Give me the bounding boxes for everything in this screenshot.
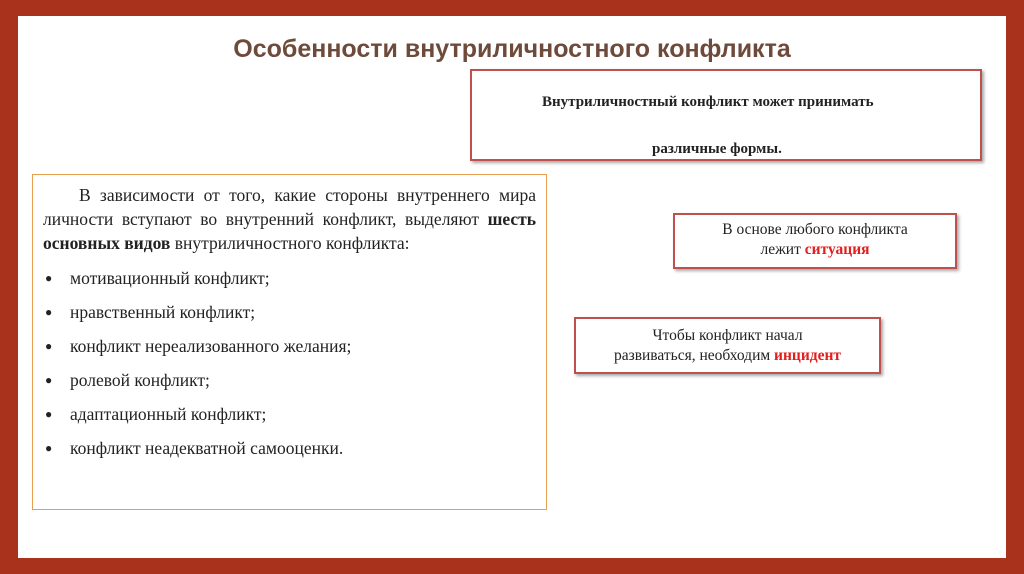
bullet-icon: ●: [45, 305, 53, 319]
incident-line-1: Чтобы конфликт начал: [652, 327, 803, 344]
forms-line-1: Внутриличностный конфликт может принимать: [542, 94, 874, 110]
situation-box: [673, 213, 957, 269]
types-count-bold: шесть основных видов: [43, 209, 536, 253]
list-item: ● нравственный конфликт;: [43, 295, 536, 329]
incident-highlight: инцидент: [774, 347, 842, 364]
list-item: ● конфликт неадекватной самооценки.: [43, 431, 536, 465]
incident-line-2: развиваться, необходим инцидент: [613, 347, 842, 364]
slide: [18, 16, 1006, 558]
situation-line-2: лежит ситуация: [760, 241, 870, 258]
list-item: ● конфликт нереализованного желания;: [43, 329, 536, 363]
list-item: ● мотивационный конфликт;: [43, 261, 536, 295]
situation-line-1: В основе любого конфликта: [722, 221, 908, 238]
bullet-icon: ●: [45, 339, 53, 353]
list-item: ● ролевой конфликт;: [43, 363, 536, 397]
types-intro: В зависимости от того, какие стороны внутреннего мира личности вступают во внутренний конфликт, выделяют шесть основных видов внутриличностного конфликта:: [43, 185, 536, 253]
incident-box: [574, 317, 881, 374]
situation-highlight: ситуация: [804, 241, 870, 258]
forms-box: [470, 69, 982, 161]
bullet-icon: ●: [45, 373, 53, 387]
types-list: [43, 261, 536, 465]
bullet-icon: ●: [45, 441, 53, 455]
bullet-icon: ●: [45, 407, 53, 421]
slide-title: Особенности внутриличностного конфликта: [233, 35, 791, 63]
list-item: ● адаптационный конфликт;: [43, 397, 536, 431]
bullet-icon: ●: [45, 271, 53, 285]
types-box: [32, 174, 547, 510]
forms-line-2: различные формы.: [652, 141, 782, 157]
